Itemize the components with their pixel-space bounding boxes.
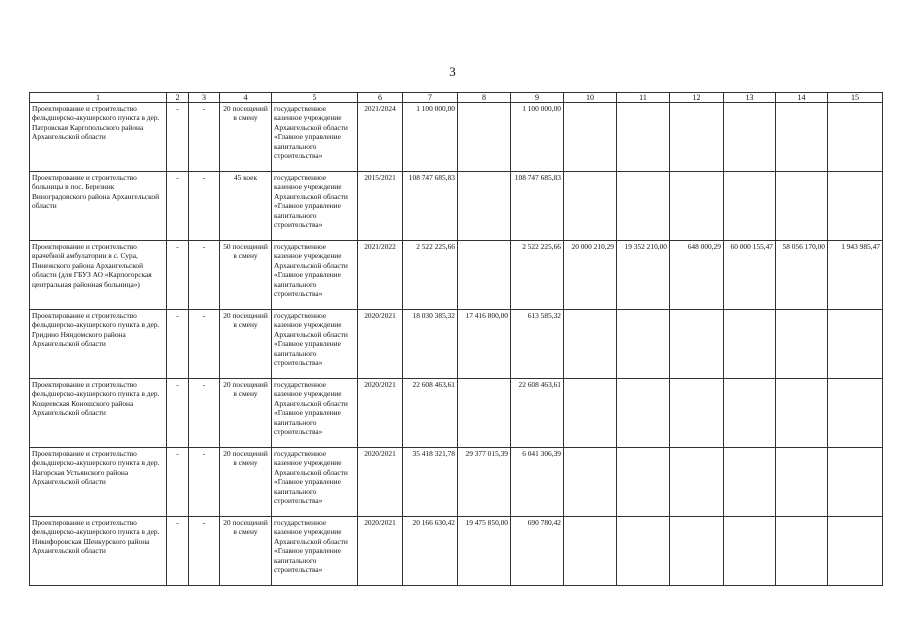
amount-col11-cell [617,517,670,586]
capacity-cell: 45 коек [220,172,272,241]
amount-col14-cell [776,172,828,241]
customer-cell: государственное казенное учреждение Архангельской области «Главное управление капитального строительства» [272,241,358,310]
amount-col14-cell [776,517,828,586]
amount-col15-cell [828,103,883,172]
column-header-1: 1 [30,93,167,103]
table-row [30,241,883,310]
period-cell: 2020/2021 [358,379,403,448]
column-number-row [30,93,883,103]
period-cell: 2020/2021 [358,448,403,517]
amount-col12-cell [670,310,724,379]
col3-cell: - [189,241,220,310]
customer-cell: государственное казенное учреждение Архангельской области «Главное управление капитального строительства» [272,379,358,448]
amount-col14-cell [776,310,828,379]
project-name-cell: Проектирование и строительство больницы в пос. Березник Виноградовского района Архангельской области [30,172,167,241]
amount-col11-cell [617,310,670,379]
amount-col11-cell [617,379,670,448]
amount-col15-cell: 1 943 985,47 [828,241,883,310]
column-header-6: 6 [358,93,403,103]
table-row [30,379,883,448]
col2-cell: - [167,241,189,310]
amount-col12-cell: 648 000,29 [670,241,724,310]
amount-col14-cell [776,448,828,517]
customer-cell: государственное казенное учреждение Архангельской области «Главное управление капитального строительства» [272,517,358,586]
column-header-3: 3 [189,93,220,103]
amount-col14-cell: 58 056 170,00 [776,241,828,310]
column-header-9: 9 [511,93,564,103]
capacity-cell: 50 посещений в смену [220,241,272,310]
col2-cell: - [167,379,189,448]
amount-col15-cell [828,172,883,241]
period-cell: 2021/2022 [358,241,403,310]
amount-col10-cell [564,517,617,586]
amount-col13-cell [724,517,776,586]
amount-col12-cell [670,448,724,517]
column-header-13: 13 [724,93,776,103]
customer-cell: государственное казенное учреждение Архангельской области «Главное управление капитального строительства» [272,448,358,517]
col3-cell: - [189,310,220,379]
amount-col13-cell [724,379,776,448]
table-row [30,103,883,172]
amount-col10-cell [564,172,617,241]
project-name-cell: Проектирование и строительство фельдшерско-акушерского пункта в дер. Гридино Няндомского района Архангельской области [30,310,167,379]
amount-col15-cell [828,517,883,586]
col2-cell: - [167,448,189,517]
column-header-5: 5 [272,93,358,103]
table-row [30,517,883,586]
amount-col14-cell [776,379,828,448]
col3-cell: - [189,517,220,586]
amount-col13-cell [724,172,776,241]
col2-cell: - [167,517,189,586]
amount-col10-cell [564,310,617,379]
col2-cell: - [167,310,189,379]
amount-col8-cell [458,172,511,241]
period-cell: 2021/2024 [358,103,403,172]
amount-col7-cell: 20 166 630,42 [403,517,458,586]
table-row [30,172,883,241]
budget-table [29,92,883,586]
amount-col8-cell [458,379,511,448]
table-row [30,448,883,517]
period-cell: 2015/2021 [358,172,403,241]
capacity-cell: 20 посещений в смену [220,517,272,586]
amount-col9-cell: 6 041 306,39 [511,448,564,517]
col3-cell: - [189,448,220,517]
amount-col12-cell [670,517,724,586]
amount-col7-cell: 108 747 685,83 [403,172,458,241]
amount-col12-cell [670,103,724,172]
amount-col7-cell: 2 522 225,66 [403,241,458,310]
amount-col7-cell: 22 608 463,61 [403,379,458,448]
amount-col8-cell [458,241,511,310]
column-header-10: 10 [564,93,617,103]
col2-cell: - [167,172,189,241]
capacity-cell: 20 посещений в смену [220,310,272,379]
amount-col9-cell: 108 747 685,83 [511,172,564,241]
amount-col13-cell [724,310,776,379]
amount-col7-cell: 35 418 321,78 [403,448,458,517]
amount-col11-cell [617,103,670,172]
column-header-7: 7 [403,93,458,103]
amount-col9-cell: 1 100 000,00 [511,103,564,172]
amount-col12-cell [670,379,724,448]
amount-col13-cell [724,448,776,517]
amount-col12-cell [670,172,724,241]
amount-col11-cell: 19 352 210,00 [617,241,670,310]
amount-col10-cell [564,103,617,172]
col3-cell: - [189,103,220,172]
project-name-cell: Проектирование и строительство фельдшерско-акушерского пункта в дер. Нагорская Устьянского района Архангельской области [30,448,167,517]
column-header-8: 8 [458,93,511,103]
period-cell: 2020/2021 [358,310,403,379]
amount-col9-cell: 690 780,42 [511,517,564,586]
amount-col14-cell [776,103,828,172]
project-name-cell: Проектирование и строительство фельдшерско-акушерского пункта в дер. Никифоровская Шенкурского района Архангельской области [30,517,167,586]
amount-col15-cell [828,379,883,448]
amount-col8-cell: 19 475 850,00 [458,517,511,586]
project-name-cell: Проектирование и строительство фельдшерско-акушерского пункта в дер. Кощеевская Коношского района Архангельской области [30,379,167,448]
column-header-4: 4 [220,93,272,103]
capacity-cell: 20 посещений в смену [220,448,272,517]
amount-col10-cell [564,448,617,517]
amount-col7-cell: 18 030 385,32 [403,310,458,379]
amount-col13-cell [724,103,776,172]
page-number: 3 [449,64,456,79]
period-cell: 2020/2021 [358,517,403,586]
col3-cell: - [189,379,220,448]
column-header-11: 11 [617,93,670,103]
customer-cell: государственное казенное учреждение Архангельской области «Главное управление капитального строительства» [272,172,358,241]
column-header-2: 2 [167,93,189,103]
amount-col10-cell [564,379,617,448]
column-header-14: 14 [776,93,828,103]
capacity-cell: 20 посещений в смену [220,379,272,448]
amount-col10-cell: 20 000 210,29 [564,241,617,310]
customer-cell: государственное казенное учреждение Архангельской области «Главное управление капитального строительства» [272,310,358,379]
column-header-15: 15 [828,93,883,103]
amount-col15-cell [828,448,883,517]
amount-col7-cell: 1 100 000,00 [403,103,458,172]
amount-col8-cell [458,103,511,172]
amount-col11-cell [617,448,670,517]
amount-col9-cell: 613 585,32 [511,310,564,379]
amount-col11-cell [617,172,670,241]
project-name-cell: Проектирование и строительство врачебной амбулатории в с. Сура, Пинежского района Архангельской области (для ГБУЗ АО «Карпогорская центральная районная больница») [30,241,167,310]
amount-col9-cell: 2 522 225,66 [511,241,564,310]
col2-cell: - [167,103,189,172]
amount-col9-cell: 22 608 463,61 [511,379,564,448]
customer-cell: государственное казенное учреждение Архангельской области «Главное управление капитального строительства» [272,103,358,172]
amount-col15-cell [828,310,883,379]
project-name-cell: Проектирование и строительство фельдшерско-акушерского пункта в дер. Патровская Каргопольского района Архангельской области [30,103,167,172]
amount-col8-cell: 29 377 015,39 [458,448,511,517]
amount-col13-cell: 60 000 155,47 [724,241,776,310]
capacity-cell: 20 посещений в смену [220,103,272,172]
table-row [30,310,883,379]
col3-cell: - [189,172,220,241]
column-header-12: 12 [670,93,724,103]
amount-col8-cell: 17 416 800,00 [458,310,511,379]
